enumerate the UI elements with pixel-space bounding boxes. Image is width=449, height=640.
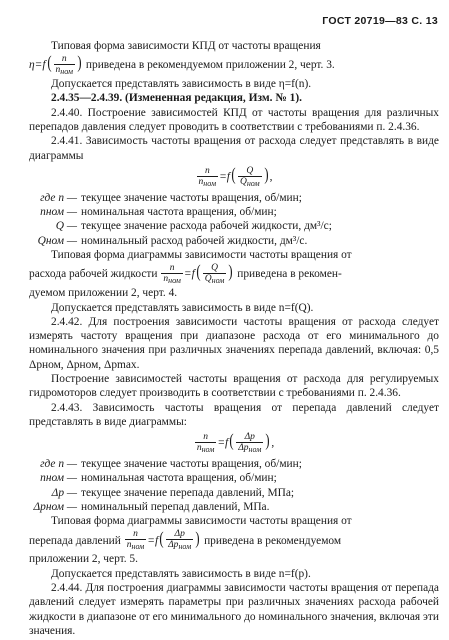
definition-row: где n — текущее значение частоты вращения, об/мин; bbox=[40, 458, 302, 471]
formula-n-of-dp: $\frac{n}{n_{ном}}$ =f( $\frac{\Delta p}{\Delta p_{ном}}$ ), bbox=[196, 430, 275, 455]
paragraph-11-formula-line: перепада давлений $\frac{n}{n_{ном}}$ =f( $\frac{\Delta p}{\Delta p_{ном}}$ ) приведена в рекомендуемом bbox=[29, 527, 342, 552]
definition-row: nном — номинальная частота вращения, об/мин; bbox=[40, 472, 277, 485]
paragraph-7: Допускается представлять зависимость в виде n=f(Q). bbox=[51, 301, 314, 314]
paragraph-4: 2.4.40. Построение зависимостей КПД от частоты вращения для различных перепадов давления следует проводить в соответствии с требованиями п. 2.4.36. bbox=[29, 106, 439, 134]
paragraph-1: Типовая форма зависимости КПД от частоты вращения bbox=[51, 40, 321, 52]
paragraph-5: 2.4.41. Зависимость частоты вращения от расхода следует представлять в виде диаграммы bbox=[29, 135, 439, 162]
definition-row: Q — текущее значение расхода рабочей жидкости, дм³/с; bbox=[55, 220, 332, 233]
paragraph-13: 2.4.44. Для построения диаграммы зависимости частоты вращения от перепада давлений следует измерять параметры при различных значениях расхода рабочей жидкости в диапазоне от его минимального до номинального значения, включая эти значения. bbox=[29, 582, 439, 637]
eta-symbol: η= bbox=[29, 59, 43, 72]
paragraph-6: Типовая форма диаграммы зависимости частоты вращения от bbox=[51, 249, 352, 262]
definition-row: Δp — текущее значение перепада давлений, МПа; bbox=[51, 486, 295, 499]
definition-row: nном — номинальная частота вращения, об/мин; bbox=[40, 206, 277, 219]
paragraph-12: Допускается представлять зависимость в виде n=f(p). bbox=[51, 567, 311, 580]
paragraph-6-formula-line: расхода рабочей жидкости $\frac{n}{n_{ном}}$ =f( $\frac{Q}{Q_{ном}}$ ) приведена в рекомен- bbox=[29, 261, 342, 286]
formula-n-of-q: $\frac{n}{n_{ном}}$ =f( $\frac{Q}{Q_{ном}}$ ), bbox=[198, 163, 273, 188]
paragraph-11-tail: приложении 2, черт. 5. bbox=[29, 553, 138, 566]
fraction-n-nnom: $\frac{n}{n_{ном}}$ bbox=[55, 54, 74, 77]
paragraph-9: Построение зависимостей частоты вращения от расхода для регулируемых гидромоторов следует производить в соответствии с требованиями п. 2.4.36. bbox=[29, 373, 439, 400]
definition-row: Δpном — номинальный перепад давлений, МПа. bbox=[33, 500, 270, 513]
definition-row: Qном — номинальный расход рабочей жидкости, дм³/с. bbox=[37, 234, 308, 247]
paragraph-8: 2.4.42. Для построения зависимости частоты вращения от расхода следует измерять частоту вращения при диапазоне расхода от его минимального до номинального значения при различных значениях перепада давлений, включая: 0,5 Δpном, Δpном, Δpmax. bbox=[29, 315, 439, 371]
definitions-list-1 bbox=[29, 191, 439, 248]
paragraph-2: Допускается представлять зависимость в виде η=f(n). bbox=[51, 78, 312, 91]
document-body bbox=[29, 39, 439, 638]
paragraph-1-tail: приведена в рекомендуемом приложении 2, черт. 3. bbox=[85, 59, 335, 72]
definition-row: где n — текущее значение частоты вращения, об/мин; bbox=[40, 191, 302, 204]
paragraph-10: 2.4.43. Зависимость частоты вращения от перепада давлений следует представлять в виде диаграммы: bbox=[29, 401, 439, 428]
paragraph-1-formula-line: η=f( $\frac{n}{n_{ном}}$ ) приведена в рекомендуемом приложении 2, черт. 3. bbox=[29, 52, 335, 77]
page-header: ГОСТ 20719—83 С. 13 bbox=[322, 15, 438, 27]
paragraph-6-tail: дуемом приложении 2, черт. 4. bbox=[29, 287, 178, 300]
definitions-list-2 bbox=[29, 457, 439, 514]
paragraph-11: Типовая форма диаграммы зависимости частоты вращения от bbox=[51, 515, 352, 528]
paragraph-3: 2.4.35—2.4.39. (Измененная редакция, Изм. № 1). bbox=[51, 92, 302, 105]
